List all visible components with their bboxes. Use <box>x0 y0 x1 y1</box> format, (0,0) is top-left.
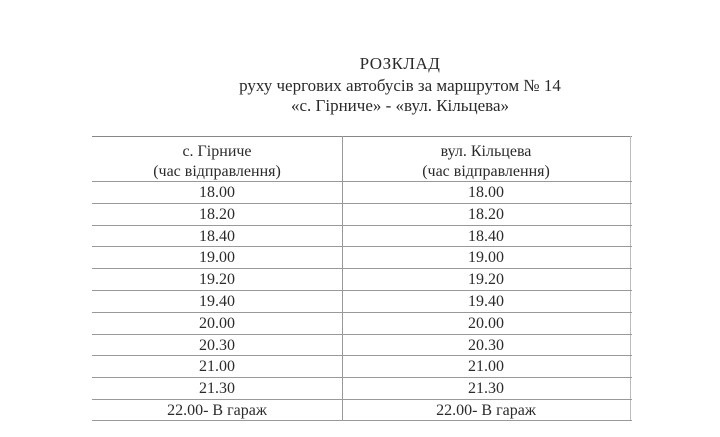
table-row <box>92 334 632 356</box>
document-subtitle: руху чергових автобусів за маршрутом № 14 <box>239 76 561 95</box>
departure-time-kiltseva: 20.30 <box>468 336 504 354</box>
departure-time-gyrnyche: 19.40 <box>199 292 235 310</box>
departure-time-kiltseva: 19.00 <box>468 249 504 267</box>
route-name: «с. Гірниче» - «вул. Кільцева» <box>290 96 510 115</box>
departure-time-gyrnyche: 21.30 <box>199 380 235 398</box>
table-row <box>92 268 632 290</box>
table-row <box>92 399 632 421</box>
departure-time-kiltseva: 18.20 <box>468 205 504 223</box>
document-title: РОЗКЛАД <box>359 54 441 73</box>
table-row <box>92 312 632 334</box>
table-row <box>92 203 632 225</box>
departure-time-kiltseva: 19.40 <box>468 292 504 310</box>
column-header-stop: с. Гірниче <box>182 143 252 160</box>
departure-time-gyrnyche: 21.00 <box>199 358 235 376</box>
departure-time-kiltseva: 18.00 <box>468 184 504 201</box>
column-header-note: (час відправлення) <box>422 163 550 180</box>
table-row <box>92 290 632 312</box>
departure-time-gyrnyche: 18.40 <box>199 227 235 245</box>
departure-time-kiltseva: 20.00 <box>468 314 504 332</box>
column-header-gyrnyche <box>92 142 342 182</box>
departure-time-kiltseva: 19.20 <box>468 271 504 289</box>
departure-time-kiltseva: 18.40 <box>468 227 504 245</box>
column-header-kiltseva <box>342 142 630 182</box>
table-top-border <box>92 136 632 137</box>
table-row <box>92 246 632 268</box>
table-row <box>92 181 632 203</box>
departure-time-gyrnyche: 19.00 <box>199 249 235 267</box>
departure-time-kiltseva: 21.00 <box>468 358 504 376</box>
departure-time-gyrnyche: 20.30 <box>199 336 235 354</box>
column-header-stop: вул. Кільцева <box>440 143 532 160</box>
departure-time-gyrnyche: 18.20 <box>199 205 235 223</box>
schedule-rows <box>92 181 632 421</box>
departure-time-gyrnyche: 22.00- В гараж <box>167 401 267 419</box>
departure-time-kiltseva: 22.00- В гараж <box>436 401 536 419</box>
departure-time-gyrnyche: 18.00 <box>199 184 235 201</box>
table-row <box>92 225 632 247</box>
table-row <box>92 355 632 377</box>
column-header-note: (час відправлення) <box>153 163 281 180</box>
table-row <box>92 377 632 399</box>
departure-time-gyrnyche: 20.00 <box>199 314 235 332</box>
departure-time-gyrnyche: 19.20 <box>199 271 235 289</box>
departure-time-kiltseva: 21.30 <box>468 380 504 398</box>
